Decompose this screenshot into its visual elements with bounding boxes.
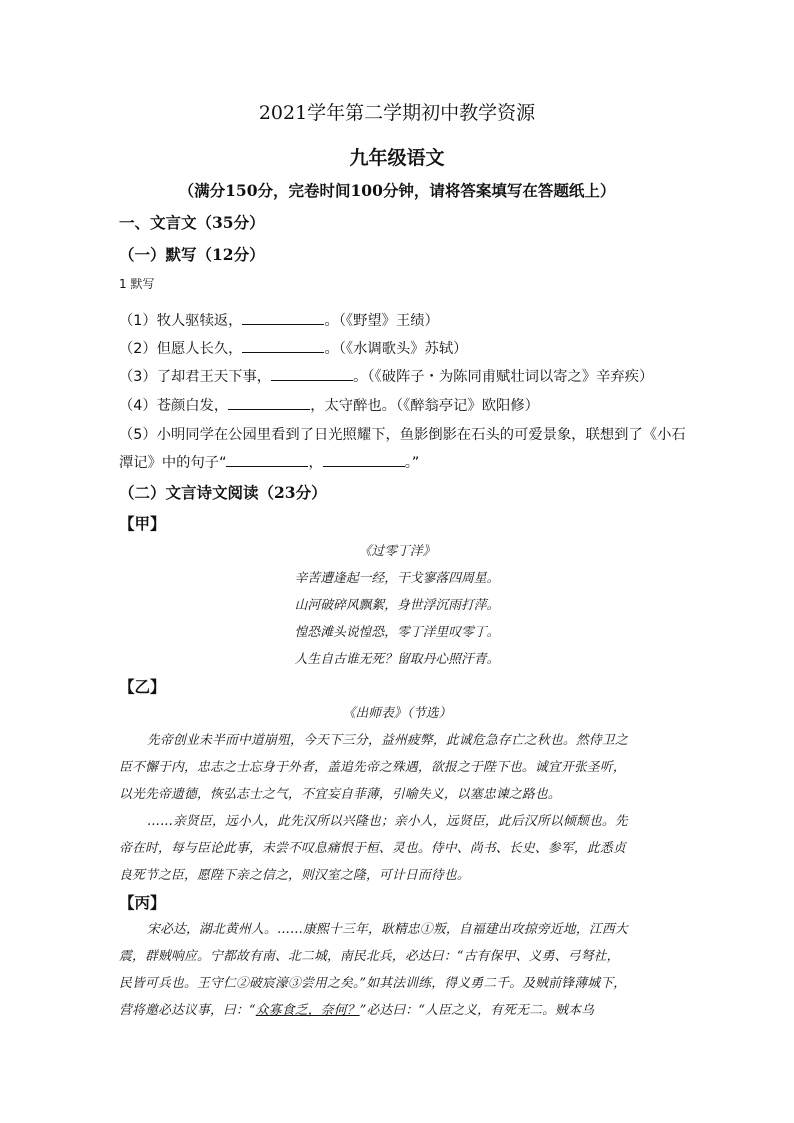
- passage-line: 民皆可兵也。王守仁②破宸濠③尝用之矣。”如其法训练，得义勇二千。及贼前锋薄城下，: [119, 976, 627, 991]
- passage-text: 营将邀必达议事，曰：“: [119, 1003, 256, 1018]
- exam-note: （满分150分，完卷时间100分钟，请将答案填写在答题纸上）: [178, 181, 616, 200]
- poem-line: 山河破碎风飘絮，身世浮沉雨打萍。: [294, 598, 500, 613]
- essay-line: ……亲贤臣，远小人，此先汉所以兴隆也；亲小人，远贤臣，此后汉所以倾颓也。先: [147, 814, 628, 829]
- answer-blank[interactable]: [242, 340, 324, 353]
- answer-blank[interactable]: [242, 312, 324, 325]
- poem-line: 惶恐滩头说惶恐，零丁洋里叹零丁。: [294, 625, 500, 640]
- item-source: ，太守醉也。（《醉翁亭记》欧阳修）: [310, 398, 539, 414]
- part2-title: （二）文言诗文阅读（23分）: [119, 483, 327, 502]
- passage-line: 宋必达，湖北黄州人。……康熙十三年，耿精忠①叛，自福建出攻掠旁近地，江西大: [147, 922, 628, 937]
- answer-blank[interactable]: [226, 454, 308, 467]
- recite-item-5-line2: [119, 452, 419, 472]
- answer-blank[interactable]: [323, 454, 405, 467]
- poem-title: 《过零丁洋》: [358, 544, 436, 559]
- item-text: 。”: [404, 455, 420, 471]
- recite-item-5-line1: （5）小明同学在公园里看到了日光照耀下，鱼影倒影在石头的可爱景象，联想到了《小石: [119, 427, 686, 443]
- exam-subtitle: 九年级语文: [349, 147, 445, 169]
- text-yi-label: 【乙】: [119, 677, 166, 696]
- recite-item-2: [119, 338, 467, 358]
- essay-line: 良死节之臣，愿陛下亲之信之，则汉室之隆，可计日而待也。: [119, 868, 470, 883]
- item-source: 。（《破阵子・为陈同甫赋壮词以寄之》辛弃疾）: [353, 369, 654, 385]
- item-source: 。（《野望》王绩）: [324, 313, 439, 329]
- recite-item-1: [119, 310, 439, 330]
- section-title: 一、文言文（35分）: [119, 213, 265, 232]
- recite-item-3: [119, 366, 653, 386]
- question-1-label: 1 默写: [119, 277, 155, 291]
- underlined-sentence: 众寡食乏，奈何？: [255, 1003, 360, 1018]
- poem-line: 辛苦遭逢起一经，干戈寥落四周星。: [294, 571, 500, 586]
- essay-line: 臣不懈于内，忠志之士忘身于外者，盖追先帝之殊遇，欲报之于陛下也。诚宜开张圣听，: [119, 760, 626, 775]
- passage-line: [119, 999, 594, 1018]
- item-text: （1）牧人驱犊返，: [119, 313, 243, 329]
- text-bing-label: 【丙】: [119, 893, 166, 912]
- poem-line: 人生自古谁无死？留取丹心照汗青。: [294, 652, 500, 667]
- item-text: 潭记》中的句子“: [119, 455, 227, 471]
- exam-title: 2021学年第二学期初中教学资源: [258, 102, 536, 124]
- item-text: ，: [308, 455, 323, 471]
- essay-line: 先帝创业未半而中道崩殂，今天下三分，益州疲弊，此诚危急存亡之秋也。然侍卫之: [147, 733, 628, 748]
- answer-blank[interactable]: [228, 397, 310, 410]
- item-text: （2）但愿人长久，: [119, 341, 243, 357]
- part1-title: （一）默写（12分）: [119, 245, 265, 264]
- essay-line: 帝在时，每与臣论此事，未尝不叹息痛恨于桓、灵也。侍中、尚书、长史、参军，此悉贞: [119, 841, 626, 856]
- item-text: （4）苍颜白发，: [119, 398, 229, 414]
- answer-blank[interactable]: [271, 368, 353, 381]
- passage-text: ”必达曰：“人臣之义，有死无二。贼本乌: [359, 1003, 595, 1018]
- passage-line: 震，群贼响应。宁都故有南、北二城，南民北兵，必达曰：“古有保甲、义勇、弓弩社，: [119, 949, 620, 964]
- item-source: 。（《水调歌头》苏轼）: [324, 341, 468, 357]
- essay-title: 《出师表》（节选）: [342, 706, 452, 721]
- recite-item-4: [119, 395, 539, 415]
- text-jia-label: 【甲】: [119, 514, 166, 533]
- essay-line: 以光先帝遗德，恢弘志士之气，不宜妄自菲薄，引喻失义，以塞忠谏之路也。: [119, 787, 561, 802]
- item-text: （3）了却君王天下事，: [119, 369, 272, 385]
